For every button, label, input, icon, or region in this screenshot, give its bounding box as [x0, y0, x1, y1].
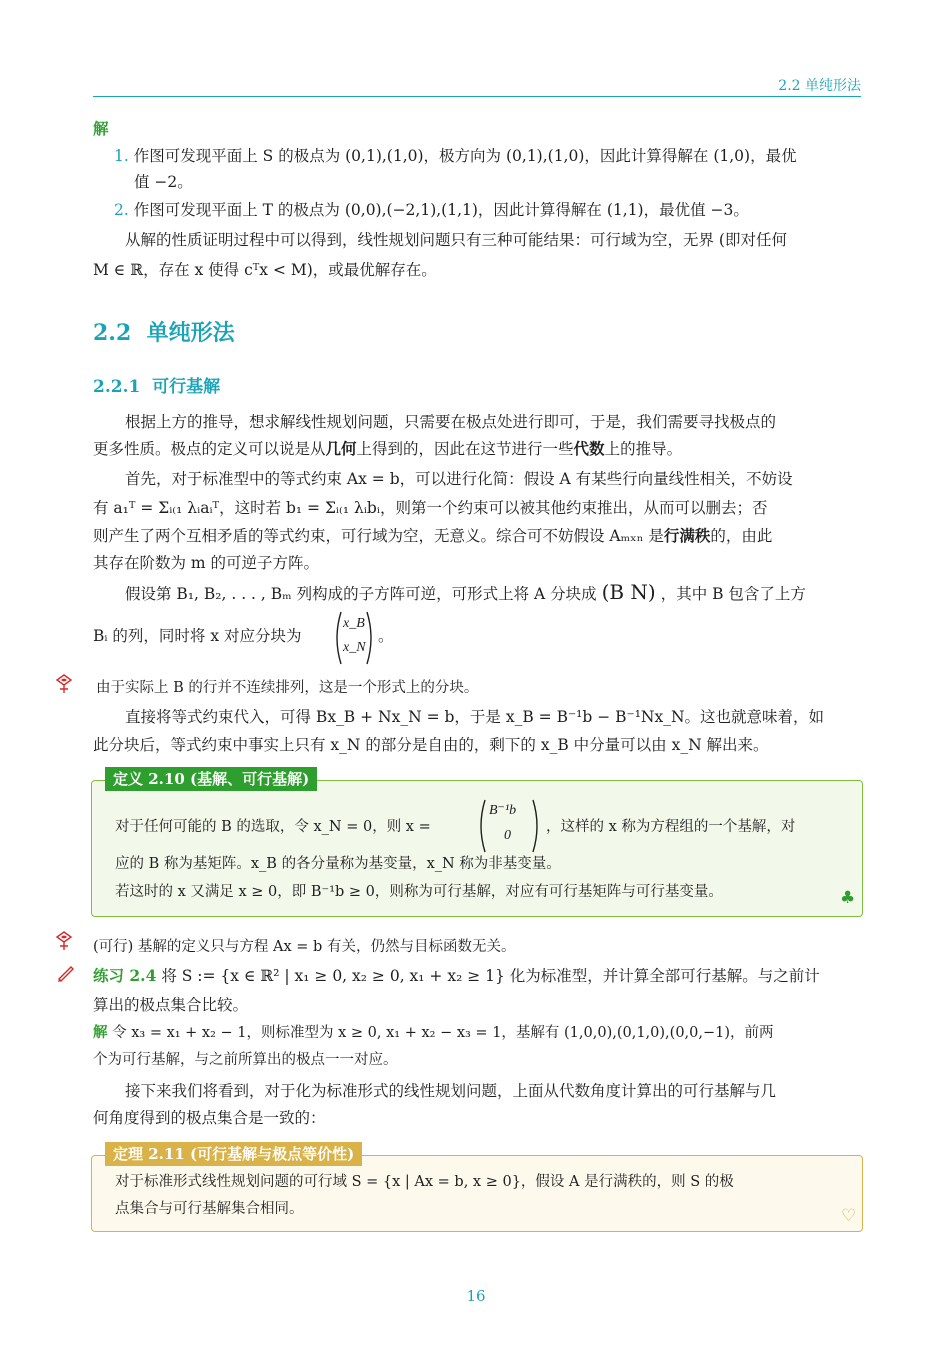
vector-top: B⁻¹b [489, 803, 517, 818]
note-2: (可行) 基解的定义只与方程 Ax = b 有关，仍然与目标函数无关。 [93, 939, 516, 955]
subsection-number: 2.2.1 [93, 377, 141, 397]
period: 。 [378, 627, 394, 645]
transition-line2: 何角度得到的极点集合是一致的： [93, 1109, 326, 1127]
exercise-solution-line2: 个为可行基解，与之前所算出的极点一一对应。 [93, 1052, 398, 1068]
text-run: 对于任何可能的 B 的选取，令 x_N = 0，则 x = [115, 819, 431, 835]
exercise-line1 [93, 964, 861, 988]
bold-term: 代数 [573, 439, 605, 458]
transition-line1: 接下来我们将看到，对于化为标准形式的线性规划问题，上面从代数角度计算出的可行基解与几 [125, 1082, 777, 1100]
header-rule [93, 96, 861, 97]
solution-label: 解 [93, 119, 109, 138]
body-p3-line1 [125, 580, 893, 606]
section-title: 单纯形法 [146, 320, 235, 346]
body-p2-line4: 其存在阶数为 m 的可逆子方阵。 [93, 554, 320, 572]
item-text: 作图可发现平面上 S 的极点为 (0,1),(1,0)，极方向为 (0,1),(1,0)，因此计算得解在 (1,0)，最优 [133, 147, 797, 165]
body-p2-line3 [93, 524, 861, 548]
exercise-line2: 算出的极点集合比较。 [93, 996, 249, 1014]
theorem-line2: 点集合与可行基解集合相同。 [115, 1201, 304, 1217]
section-heading [93, 316, 235, 347]
subsection-heading [93, 372, 220, 397]
body-p3-line2 [93, 624, 861, 648]
vector-bottom: 0 [504, 828, 511, 843]
pencil-icon [57, 963, 75, 983]
definition-line3: 若这时的 x 又满足 x ≥ 0，即 B⁻¹b ≥ 0，则称为可行基解，对应有可行基矩阵与可行基变量。 [115, 884, 723, 900]
page-number: 16 [466, 1287, 486, 1305]
running-head: 2.2 单纯形法 [778, 78, 861, 94]
exercise-label: 练习 2.4 [93, 966, 157, 985]
solution-item-2 [114, 198, 882, 222]
note-1: 由于实际上 B 的行并不连续排列，这是一个形式上的分块。 [96, 680, 479, 696]
text-run: 上得到的，因此在这节进行一些 [356, 440, 574, 458]
note-icon [55, 674, 73, 694]
body-p2-line1: 首先，对于标准型中的等式约束 Ax = b，可以进行化简：假设 A 有某些行向量线性相关，不妨设 [125, 470, 793, 488]
note-icon [55, 931, 73, 951]
definition-line1-cont: ，这样的 x 称为方程组的一个基解，对 [546, 819, 796, 835]
club-endmark: ♣ [840, 888, 856, 908]
partition-vector [333, 610, 375, 666]
vector-top: x_B [343, 616, 365, 631]
bold-term: 几何 [325, 439, 357, 458]
solution-paragraph: 从解的性质证明过程中可以得到，线性规划问题只有三种可能结果：可行域为空，无界 (即对任何 [125, 231, 787, 249]
body-p4-line2: 此分块后，等式约束中事实上只有 x_N 的部分是自由的，剩下的 x_B 中分量可以由 x_N 解出来。 [93, 736, 769, 754]
block-matrix: (B N) [601, 580, 656, 604]
body-p2-line2: 有 a₁ᵀ = Σᵢ₍₁ λᵢaᵢᵀ，这时若 b₁ = Σᵢ₍₁ λᵢbᵢ，则第一个约束可以被其他约束推出，从而可以删去；否 [93, 499, 768, 517]
text-run: 将 S := {x ∈ ℝ² | x₁ ≥ 0, x₂ ≥ 0, x₁ + x₂ ≥ 1} 化为标准型，并计算全部可行基解。与之前计 [161, 967, 820, 985]
text-run: Bᵢ 的列，同时将 x 对应分块为 [93, 627, 302, 645]
solution-item-1 [114, 144, 882, 168]
section-number: 2.2 [93, 320, 132, 346]
body-p1-line1: 根据上方的推导，想求解线性规划问题，只需要在极点处进行即可，于是，我们需要寻找极点的 [125, 413, 777, 431]
theorem-tag: 定理 2.11 (可行基解与极点等价性) [105, 1142, 362, 1166]
text-run: 假设第 B₁, B₂, . . . , Bₘ 列构成的子方阵可逆，可形式上将 A 分块成 [125, 585, 597, 603]
solution-item-1-cont: 值 −2。 [134, 173, 193, 191]
subsection-title: 可行基解 [152, 377, 221, 397]
vector-bottom: x_N [343, 640, 366, 655]
item-number: 1. [114, 147, 129, 165]
solution-paragraph-cont: M ∈ ℝ，存在 x 使得 cᵀx < M)，或最优解存在。 [93, 261, 437, 279]
exercise-solution-line1 [93, 1021, 861, 1045]
basic-solution-vector [477, 798, 541, 854]
text-run: 则产生了两个互相矛盾的等式约束，可行域为空，无意义。综合可不妨假设 Aₘₓₙ 是 [93, 527, 664, 545]
definition-line2: 应的 B 称为基矩阵。x_B 的各分量称为基变量，x_N 称为非基变量。 [115, 856, 561, 872]
text-run: ，其中 B 包含了上方 [660, 585, 806, 603]
text-run: 的，由此 [710, 527, 773, 545]
text-run: 更多性质。极点的定义可以说是从 [93, 440, 326, 458]
theorem-line1: 对于标准形式线性规划问题的可行域 S = {x | Ax = b, x ≥ 0}，假设 A 是行满秩的，则 S 的极 [115, 1174, 734, 1190]
body-p4-line1: 直接将等式约束代入，可得 Bx_B + Nx_N = b，于是 x_B = B⁻¹b − B⁻¹Nx_N。这也就意味着，如 [125, 708, 825, 726]
definition-tag: 定义 2.10 (基解、可行基解) [105, 767, 317, 791]
item-text: 作图可发现平面上 T 的极点为 (0,0),(−2,1),(1,1)，因此计算得解在 (1,1)，最优值 −3。 [133, 201, 749, 219]
bold-term: 行满秩 [663, 526, 711, 545]
heart-endmark: ♡ [841, 1206, 857, 1226]
solution-label: 解 [93, 1024, 108, 1041]
text-run: 令 x₃ = x₁ + x₂ − 1，则标准型为 x ≥ 0, x₁ + x₂ − x₃ = 1，基解有 (1,0,0),(0,1,0),(0,0,−1)，前两 [112, 1025, 774, 1041]
text-run: 上的推导。 [604, 440, 683, 458]
body-p1-line2 [93, 437, 861, 461]
item-number: 2. [114, 201, 129, 219]
